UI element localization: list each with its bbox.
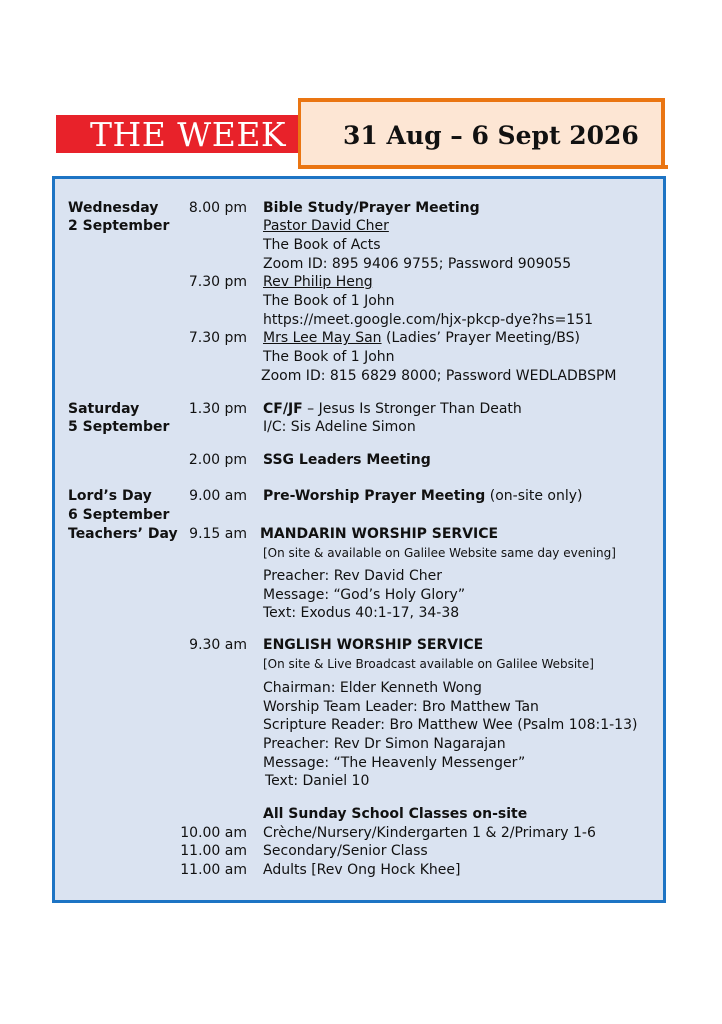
saturday-day: Saturday bbox=[68, 401, 140, 417]
english-text: Text: Daniel 10 bbox=[265, 773, 370, 789]
saturday-time-1: 1.30 pm bbox=[188, 401, 247, 417]
bible-study-zoom-1: Zoom ID: 895 9406 9755; Password 909055 bbox=[263, 256, 572, 272]
pre-worship-title: Pre-Worship Prayer Meeting bbox=[263, 488, 486, 504]
sunday-date: 6 September bbox=[68, 507, 170, 523]
sunday-time-3: 9.30 am bbox=[189, 637, 247, 653]
google-meet-link[interactable]: https://meet.google.com/hjx-pkcp-dye?hs=151 bbox=[263, 312, 594, 328]
wednesday-date: 2 September bbox=[68, 218, 170, 234]
sunday-time-1: 9.00 am bbox=[189, 488, 247, 504]
bible-study-leader-2: Rev Philip Heng bbox=[263, 274, 373, 290]
date-range-box bbox=[298, 98, 665, 168]
teachers-day: Teachers’ Day bbox=[68, 526, 178, 542]
bible-study-book-1: The Book of Acts bbox=[263, 237, 381, 253]
ladies-meeting-line bbox=[263, 329, 580, 348]
mandarin-service-title: MANDARIN WORSHIP SERVICE bbox=[260, 526, 499, 542]
mandarin-service-note: [On site & available on Galilee Website same day evening] bbox=[263, 546, 616, 560]
saturday-time-2: 2.00 pm bbox=[188, 452, 247, 468]
the-week-logo: THE WEEK bbox=[56, 115, 320, 153]
ladies-meeting-note: (Ladies’ Prayer Meeting/BS) bbox=[381, 330, 580, 346]
sunday-time-2: 9.15 am bbox=[189, 526, 247, 542]
sunday-school-time-2: 11.00 am bbox=[180, 843, 247, 859]
cfjf-title: CF/JF bbox=[263, 401, 303, 417]
logo-frame bbox=[46, 110, 328, 158]
saturday-date: 5 September bbox=[68, 419, 170, 435]
date-range: 31 Aug – 6 Sept 2026 bbox=[343, 120, 639, 150]
wednesday-time-1: 8.00 pm bbox=[188, 200, 247, 216]
bible-study-leader-1: Pastor David Cher bbox=[263, 218, 389, 234]
bible-study-leader-3: Mrs Lee May San bbox=[263, 330, 382, 346]
pre-worship-line bbox=[263, 487, 583, 506]
bible-study-zoom-3: Zoom ID: 815 6829 8000; Password WEDLADBSPM bbox=[261, 368, 617, 384]
sunday-school-time-1: 10.00 am bbox=[180, 825, 247, 841]
pre-worship-note: (on-site only) bbox=[485, 488, 583, 504]
bible-study-book-3: The Book of 1 John bbox=[263, 349, 395, 365]
ssg-leaders-meeting: SSG Leaders Meeting bbox=[263, 452, 431, 468]
cfjf-topic: – Jesus Is Stronger Than Death bbox=[302, 401, 522, 417]
english-worship-leader: Worship Team Leader: Bro Matthew Tan bbox=[263, 699, 539, 715]
sunday-school-class-1: Crèche/Nursery/Kindergarten 1 & 2/Primary 1-6 bbox=[263, 825, 596, 841]
cfjf-line bbox=[263, 400, 522, 419]
sunday-day: Lord’s Day bbox=[68, 488, 152, 504]
english-chairman: Chairman: Elder Kenneth Wong bbox=[263, 680, 482, 696]
english-scripture-reader: Scripture Reader: Bro Matthew Wee (Psalm 108:1-13) bbox=[263, 717, 638, 733]
mandarin-preacher: Preacher: Rev David Cher bbox=[263, 568, 443, 584]
wednesday-time-3: 7.30 pm bbox=[188, 330, 247, 346]
bible-study-book-2: The Book of 1 John bbox=[263, 293, 395, 309]
english-preacher: Preacher: Rev Dr Simon Nagarajan bbox=[263, 736, 506, 752]
english-service-note: [On site & Live Broadcast available on Galilee Website] bbox=[263, 657, 594, 671]
sunday-school-class-2: Secondary/Senior Class bbox=[263, 843, 428, 859]
sunday-school-time-3: 11.00 am bbox=[180, 862, 247, 878]
wednesday-day: Wednesday bbox=[68, 200, 159, 216]
english-service-title: ENGLISH WORSHIP SERVICE bbox=[263, 637, 484, 653]
mandarin-message: Message: “God’s Holy Glory” bbox=[263, 587, 466, 603]
mandarin-text: Text: Exodus 40:1-17, 34-38 bbox=[263, 605, 460, 621]
english-message: Message: “The Heavenly Messenger” bbox=[263, 755, 526, 771]
bible-study-title: Bible Study/Prayer Meeting bbox=[263, 200, 480, 216]
sunday-school-title: All Sunday School Classes on-site bbox=[263, 806, 528, 822]
date-box-bottom-border bbox=[298, 165, 668, 169]
sunday-school-class-3: Adults [Rev Ong Hock Khee] bbox=[263, 862, 461, 878]
cfjf-ic: I/C: Sis Adeline Simon bbox=[263, 419, 416, 435]
wednesday-time-2: 7.30 pm bbox=[188, 274, 247, 290]
